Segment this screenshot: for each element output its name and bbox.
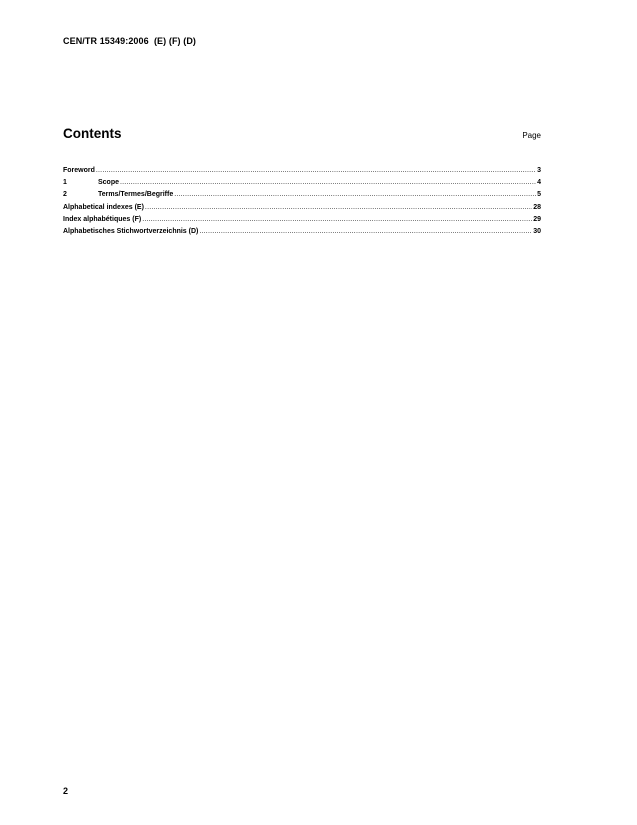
- toc-leader-dots: [174, 189, 536, 201]
- toc-entry-index-german[interactable]: [63, 226, 541, 238]
- toc-entry-number: 2: [63, 191, 67, 199]
- toc-entry-scope[interactable]: [63, 177, 541, 189]
- toc-leader-dots: [145, 202, 532, 214]
- toc-entry-title: Terms/Termes/Begriffe: [98, 191, 174, 199]
- toc-entry-title: Alphabetical indexes (E): [63, 203, 144, 211]
- toc-entry-page: 28: [533, 203, 541, 211]
- toc-entry-page: 29: [533, 215, 541, 223]
- toc-leader-dots: [96, 165, 536, 177]
- toc-entry-title: Alphabetisches Stichwortverzeichnis (D): [63, 227, 199, 235]
- toc-entry-foreword[interactable]: [63, 165, 541, 177]
- toc-entry-page: 5: [537, 191, 541, 199]
- toc-leader-dots: [142, 214, 532, 226]
- toc-entry-index-english[interactable]: [63, 202, 541, 214]
- table-of-contents: [63, 165, 541, 238]
- document-header: CEN/TR 15349:2006 (E) (F) (D): [63, 36, 197, 46]
- toc-entry-page: 30: [533, 227, 541, 235]
- toc-entry-terms[interactable]: [63, 189, 541, 201]
- page-column-label: Page: [522, 131, 541, 140]
- contents-heading: Contents: [63, 126, 122, 141]
- toc-leader-dots: [199, 226, 532, 238]
- toc-entry-title: Foreword: [63, 167, 95, 174]
- toc-entry-page: 4: [537, 179, 541, 187]
- toc-entry-page: 3: [537, 167, 541, 174]
- page-number: 2: [63, 786, 69, 796]
- toc-entry-number: 1: [63, 179, 67, 187]
- toc-entry-title: Scope: [98, 179, 120, 187]
- toc-entry-index-french[interactable]: [63, 214, 541, 226]
- toc-entry-title: Index alphabétiques (F): [63, 215, 142, 223]
- toc-leader-dots: [120, 177, 536, 189]
